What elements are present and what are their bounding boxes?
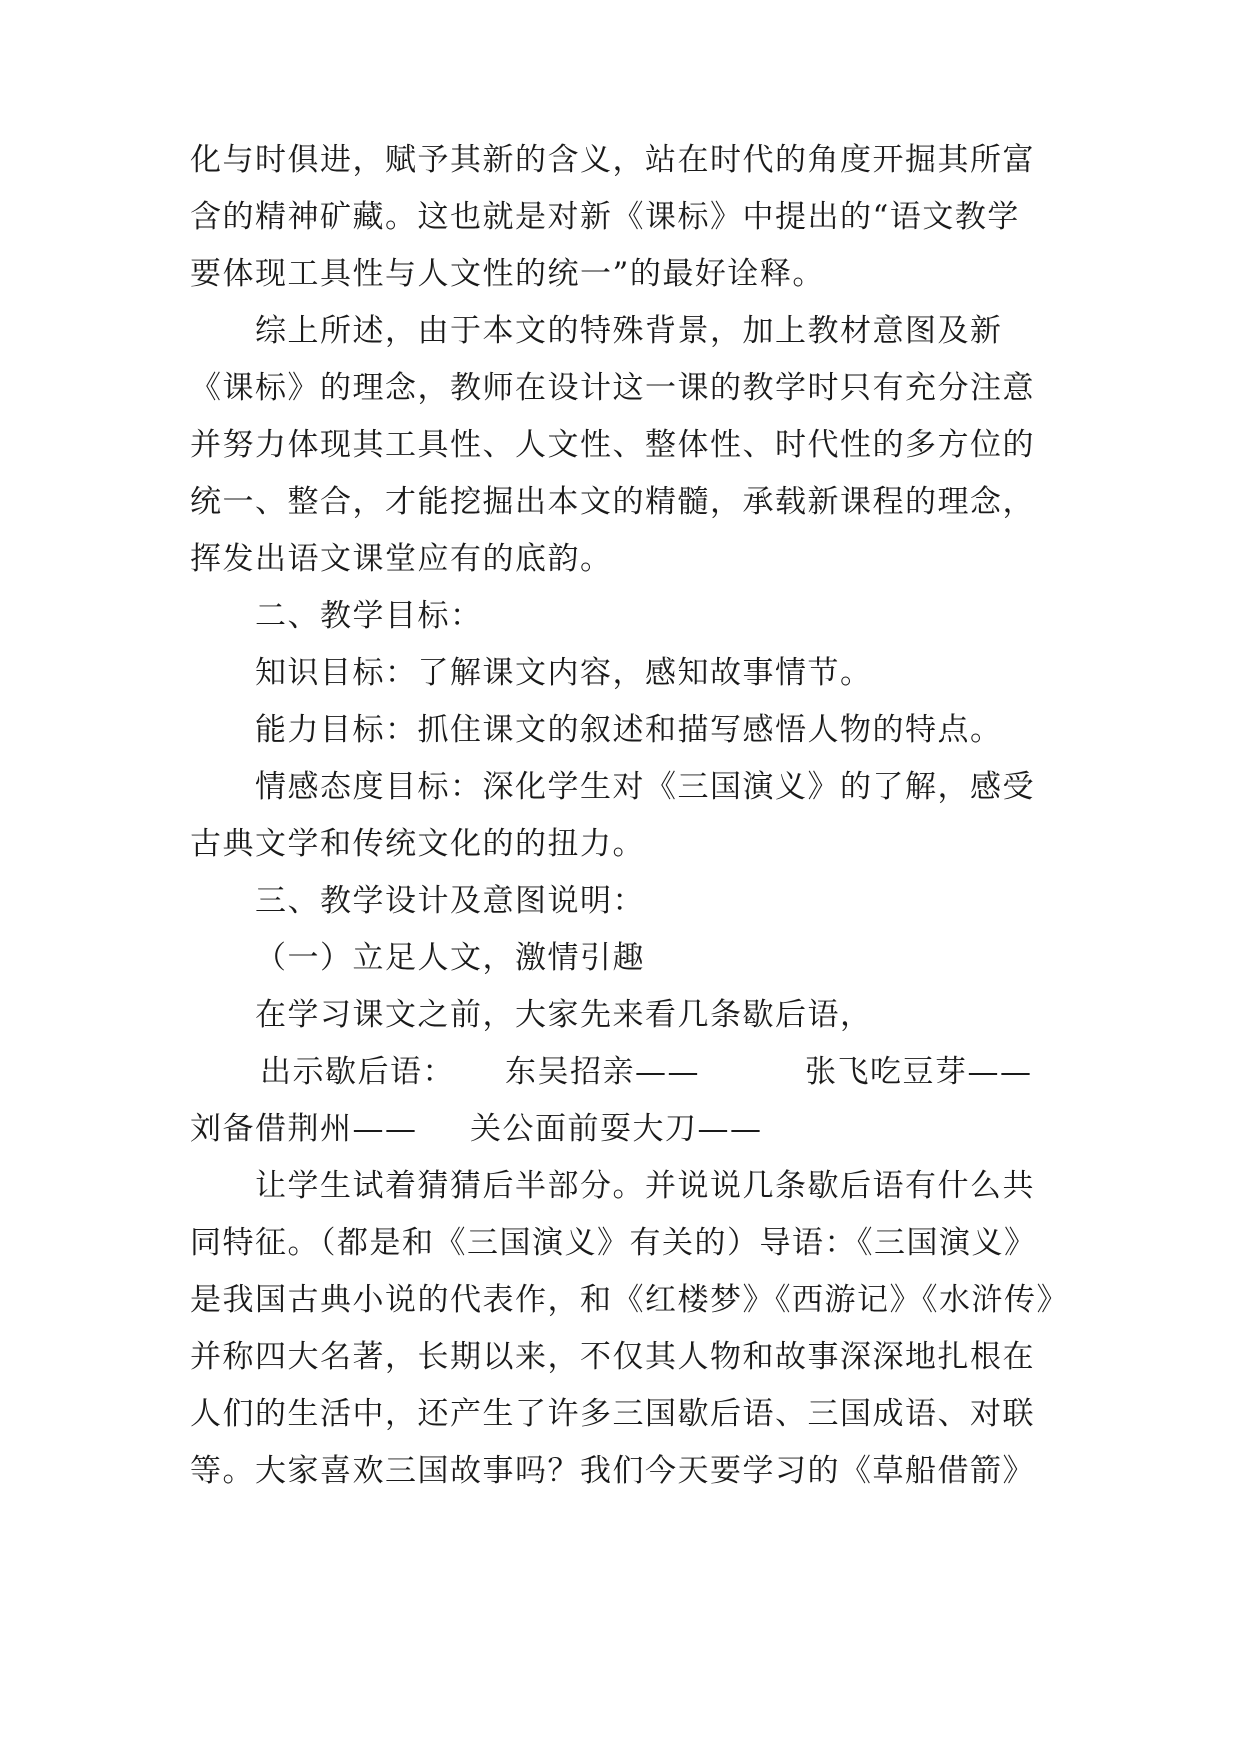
subsection-heading: （一）立足人文，激情引趣 [255, 940, 645, 976]
text-line: 挥发出语文课堂应有的底韵。 [190, 541, 613, 577]
riddle-item: 张飞吃豆芽—— [805, 1054, 1033, 1090]
text-line: 知识目标：了解课文内容，感知故事情节。 [255, 655, 873, 691]
section-heading: 二、教学目标： [255, 598, 483, 634]
riddle-item: 关公面前耍大刀—— [470, 1111, 763, 1147]
text-line: 情感态度目标：深化学生对《三国演义》的了解，感受 [255, 769, 1035, 805]
text-line: 能力目标：抓住课文的叙述和描写感悟人物的特点。 [255, 712, 1003, 748]
riddle-line [0, 1052, 1241, 1092]
text-line: 综上所述，由于本文的特殊背景，加上教材意图及新 [255, 313, 1003, 349]
riddle-item: 刘备借荆州—— [190, 1111, 418, 1147]
riddle-item: 东吴招亲—— [505, 1054, 700, 1090]
text-line: 要体现工具性与人文性的统一”的最好诠释。 [190, 256, 825, 292]
text-line: 古典文学和传统文化的的扭力。 [190, 826, 645, 862]
text-line: 让学生试着猜猜后半部分。并说说几条歇后语有什么共 [255, 1168, 1035, 1204]
section-heading: 三、教学设计及意图说明： [255, 883, 645, 919]
text-line: 人们的生活中，还产生了许多三国歇后语、三国成语、对联 [190, 1396, 1035, 1432]
text-line: 《课标》的理念，教师在设计这一课的教学时只有充分注意 [190, 370, 1035, 406]
text-line: 统一、整合，才能挖掘出本文的精髓，承载新课程的理念， [190, 484, 1035, 520]
text-line: 化与时俱进，赋予其新的含义，站在时代的角度开掘其所富 [190, 142, 1035, 178]
text-line: 并称四大名著，长期以来，不仅其人物和故事深深地扎根在 [190, 1339, 1035, 1375]
riddle-intro: 出示歇后语： [260, 1054, 455, 1090]
text-line: 等。大家喜欢三国故事吗？我们今天要学习的《草船借箭》 [190, 1453, 1035, 1489]
text-line: 在学习课文之前，大家先来看几条歇后语， [255, 997, 873, 1033]
riddle-line [0, 1109, 1241, 1149]
text-line: 是我国古典小说的代表作，和《红楼梦》《西游记》《水浒传》 [190, 1282, 1069, 1318]
text-line: 含的精神矿藏。这也就是对新《课标》中提出的“语文教学 [190, 199, 1020, 235]
text-line: 同特征。（都是和《三国演义》有关的）导语：《三国演义》 [190, 1225, 1037, 1261]
text-line: 并努力体现其工具性、人文性、整体性、时代性的多方位的 [190, 427, 1035, 463]
